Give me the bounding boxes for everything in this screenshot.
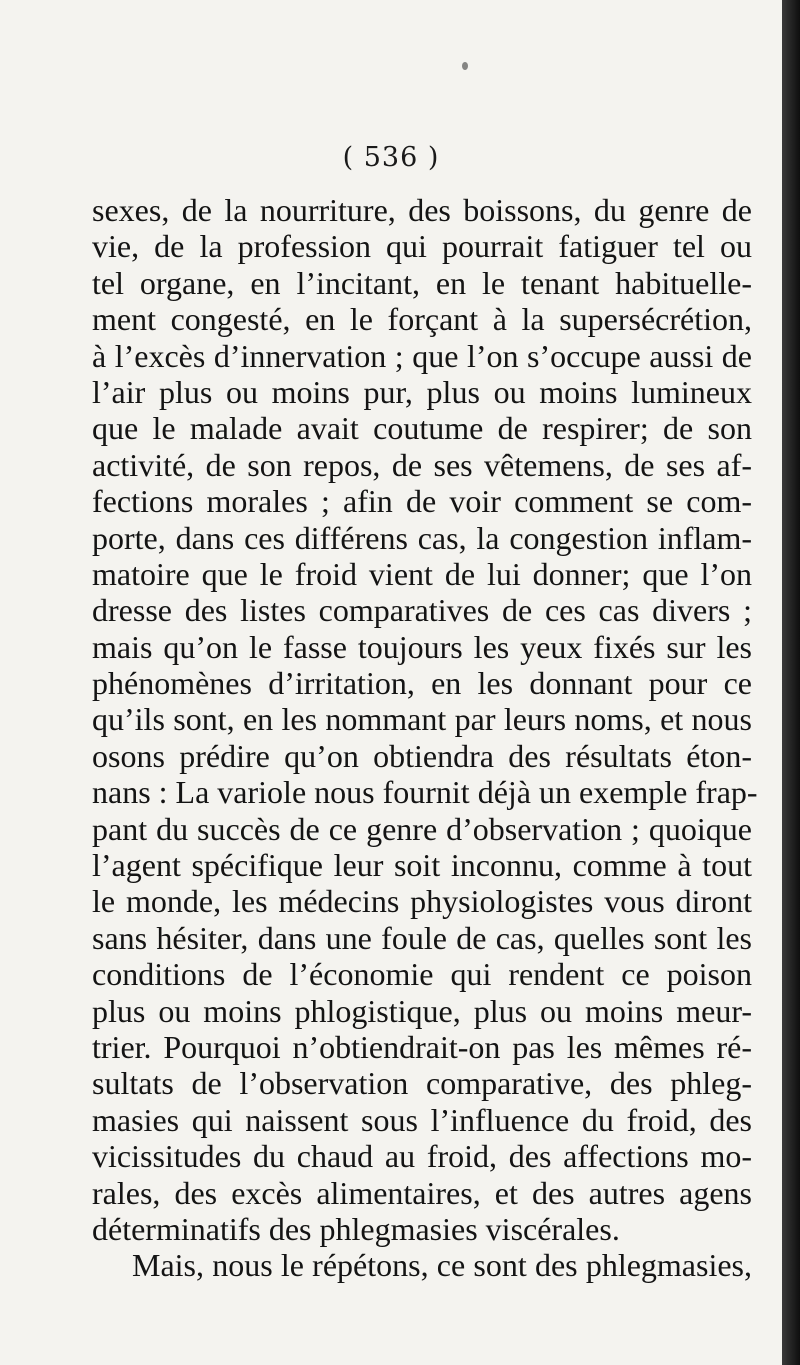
text-line: conditions de l’économie qui rendent ce poison <box>92 956 752 993</box>
text-line: activité, de son repos, de ses vêtemens, de ses af- <box>92 446 752 483</box>
text-line: ment congesté, en le forçant à la supersécrétion, <box>92 301 752 338</box>
text-line: matoire que le froid vient de lui donner; que l’on <box>92 555 752 592</box>
text-line: tel organe, en l’incitant, en le tenant habituelle- <box>92 264 752 301</box>
scan-edge <box>782 0 800 1365</box>
body-text <box>92 192 758 1284</box>
text-line: phénomènes d’irritation, en les donnant pour ce <box>92 665 752 702</box>
text-line: vie, de la profession qui pourrait fatiguer tel ou <box>92 228 752 265</box>
page-number: ( 536 ) <box>342 142 440 173</box>
ink-smudge <box>462 62 468 70</box>
text-line: déterminatifs des phlegmasies viscérales. <box>92 1210 620 1247</box>
text-line: l’agent spécifique leur soit inconnu, comme à tout <box>92 847 752 884</box>
text-line: porte, dans ces différens cas, la congestion inflam- <box>92 519 752 556</box>
text-line: sexes, de la nourriture, des boissons, du genre de <box>92 192 752 228</box>
text-line: qu’ils sont, en les nommant par leurs noms, et nous <box>92 701 752 738</box>
text-line: trier. Pourquoi n’obtiendrait-on pas les mêmes ré- <box>92 1028 752 1065</box>
text-line: l’air plus ou moins pur, plus ou moins lumineux <box>92 373 752 410</box>
text-line: vicissitudes du chaud au froid, des affections mo- <box>92 1138 752 1175</box>
text-line: osons prédire qu’on obtiendra des résultats éton- <box>92 737 752 774</box>
text-line: Mais, nous le répétons, ce sont des phlegmasies, <box>132 1247 752 1284</box>
text-line: sultats de l’observation comparative, des phleg- <box>92 1065 752 1102</box>
text-line: pant du succès de ce genre d’observation ; quoique <box>92 810 752 847</box>
text-line: masies qui naissent sous l’influence du froid, des <box>92 1101 752 1138</box>
text-line: mais qu’on le fasse toujours les yeux fixés sur les <box>92 628 752 665</box>
text-line: que le malade avait coutume de respirer; de son <box>92 410 752 447</box>
text-line: rales, des excès alimentaires, et des autres agens <box>92 1174 752 1211</box>
text-line: fections morales ; afin de voir comment se com- <box>92 483 752 520</box>
text-line: le monde, les médecins physiologistes vous diront <box>92 883 752 920</box>
text-line: plus ou moins phlogistique, plus ou moins meur- <box>92 992 752 1029</box>
text-line: à l’excès d’innervation ; que l’on s’occupe aussi de <box>92 337 752 374</box>
text-line: sans hésiter, dans une foule de cas, quelles sont les <box>92 919 752 956</box>
text-line: nans : La variole nous fournit déjà un exemple frap- <box>92 774 758 811</box>
text-line: dresse des listes comparatives de ces cas divers ; <box>92 592 752 629</box>
